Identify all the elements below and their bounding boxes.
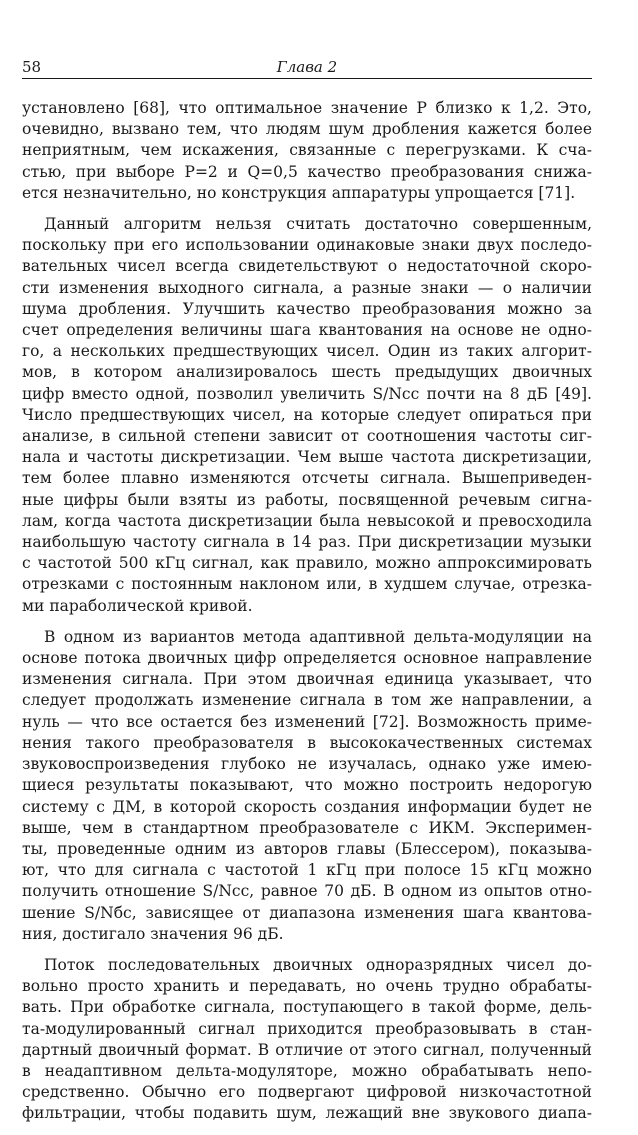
page-number: 58 — [22, 58, 42, 76]
paragraph — [22, 955, 592, 1125]
text-line: систему с ДМ, в которой скорость создания информации будет не — [22, 797, 592, 816]
text-line: цифр вместо одной, позволил увеличить S/Nсс почти на 8 дБ [49]. — [22, 384, 592, 403]
text-line: анализе, в сильной степени зависит от соотношения частоты сиг- — [22, 427, 592, 446]
running-header — [22, 58, 592, 79]
text-line: шение S/Nбс, зависящее от диапазона изменения шага квантова- — [22, 903, 592, 922]
text-line: средственно. Обычно его подвергают цифровой низкочастотной — [22, 1083, 592, 1102]
text-line: изменения сигнала. При этом двоичная единица указывает, что — [22, 670, 592, 689]
text-line: шума дробления. Улучшить качество преобразования можно за — [22, 299, 592, 318]
text-line: Поток последовательных двоичных одноразрядных чисел до- — [44, 955, 592, 974]
text-line: стью, при выборе P=2 и Q=0,5 качество преобразования снижа- — [22, 162, 592, 181]
text-line: вательных чисел всегда свидетельствуют о недостаточной скоро- — [22, 257, 592, 276]
text-line: вать. При обработке сигнала, поступающего в такой форме, дель- — [22, 998, 592, 1017]
text-line: мов, в котором анализировалось шесть предыдущих двоичных — [22, 363, 592, 382]
text-line: с частотой 500 кГц сигнал, как правило, можно аппроксимировать — [22, 554, 592, 573]
text-line: дартный двоичный формат. В отличие от этого сигнал, полученный — [22, 1040, 592, 1059]
paragraph — [22, 98, 592, 204]
text-line: в неадаптивном дельта-модуляторе, можно обрабатывать непо- — [22, 1061, 592, 1080]
text-line: нала и частоты дискретизации. Чем выше частота дискретизации, — [22, 448, 592, 467]
text-line: ют, что для сигнала с частотой 1 кГц при полосе 15 кГц можно — [22, 861, 592, 880]
text-line: ется незначительно, но конструкция аппаратуры упрощается [71]. — [22, 183, 576, 202]
text-line: получить отношение S/Nсс, равное 70 дБ. В одном из опытов отно- — [22, 882, 592, 901]
text-line: щиеся результаты показывают, что можно построить недорогую — [22, 776, 592, 795]
text-line: та-модулированный сигнал приходится преобразовывать в стан- — [22, 1019, 592, 1038]
text-line: ты, проведенные одним из авторов главы (Блессером), показыва- — [22, 839, 592, 858]
text-line: тем более плавно изменяются отсчеты сигнала. Вышеприведен- — [22, 469, 592, 488]
text-line: Данный алгоритм нельзя считать достаточно совершенным, — [44, 215, 592, 234]
text-line: ные цифры были взяты из работы, посвященной речевым сигна- — [22, 490, 592, 509]
text-line: фильтрации, чтобы подавить шум, лежащий вне звукового диапа- — [22, 1104, 592, 1123]
text-line: ния, достигало значения 96 дБ. — [22, 924, 284, 943]
text-line: неприятным, чем искажения, связанные с перегрузками. К сча- — [22, 141, 592, 160]
paragraph — [22, 627, 592, 945]
text-line: наибольшую частоту сигнала в 14 раз. При дискретизации музыки — [22, 533, 592, 552]
text-line: отрезками с постоянным наклоном или, в худшем случае, отрезка- — [22, 575, 592, 594]
text-line: вольно просто хранить и передавать, но очень трудно обрабаты- — [22, 977, 592, 996]
text-line: нуль — что все остается без изменений [72]. Возможность приме- — [22, 712, 592, 731]
chapter-title: Глава 2 — [276, 58, 338, 76]
text-line: В одном из вариантов метода адаптивной дельта-модуляции на — [44, 627, 592, 646]
page-body — [22, 98, 592, 1135]
text-line: ми параболической кривой. — [22, 596, 253, 615]
text-line: установлено [68], что оптимальное значение P близко к 1,2. Это, — [22, 99, 592, 117]
text-line: поскольку при его использовании одинаковые знаки двух последо- — [22, 236, 592, 255]
text-line: счет определения величины шага квантования на основе не одно- — [22, 321, 592, 340]
text-line: нения такого преобразователя в высококачественных системах — [22, 733, 592, 752]
text-line: Число предшествующих чисел, на которые следует опираться при — [22, 405, 592, 424]
text-line: следует продолжать изменение сигнала в том же направлении, а — [22, 691, 592, 710]
text-line: выше, чем в стандартном преобразователе с ИКМ. Эксперимен- — [22, 818, 592, 837]
text-line: го, а нескольких предшествующих чисел. Один из таких алгорит- — [22, 342, 592, 361]
paragraph — [22, 214, 592, 617]
text-line: очевидно, вызвано тем, что людям шум дробления кажется более — [22, 120, 592, 139]
text-line: лам, когда частота дискретизации была невысокой и превосходила — [22, 511, 592, 530]
text-line: сти изменения выходного сигнала, а разные знаки — о наличии — [22, 278, 592, 297]
text-line: основе потока двоичных цифр определяется основное направление — [22, 649, 592, 668]
text-line: звуковоспроизведения глубоко не изучалась, однако уже имею- — [22, 755, 592, 774]
